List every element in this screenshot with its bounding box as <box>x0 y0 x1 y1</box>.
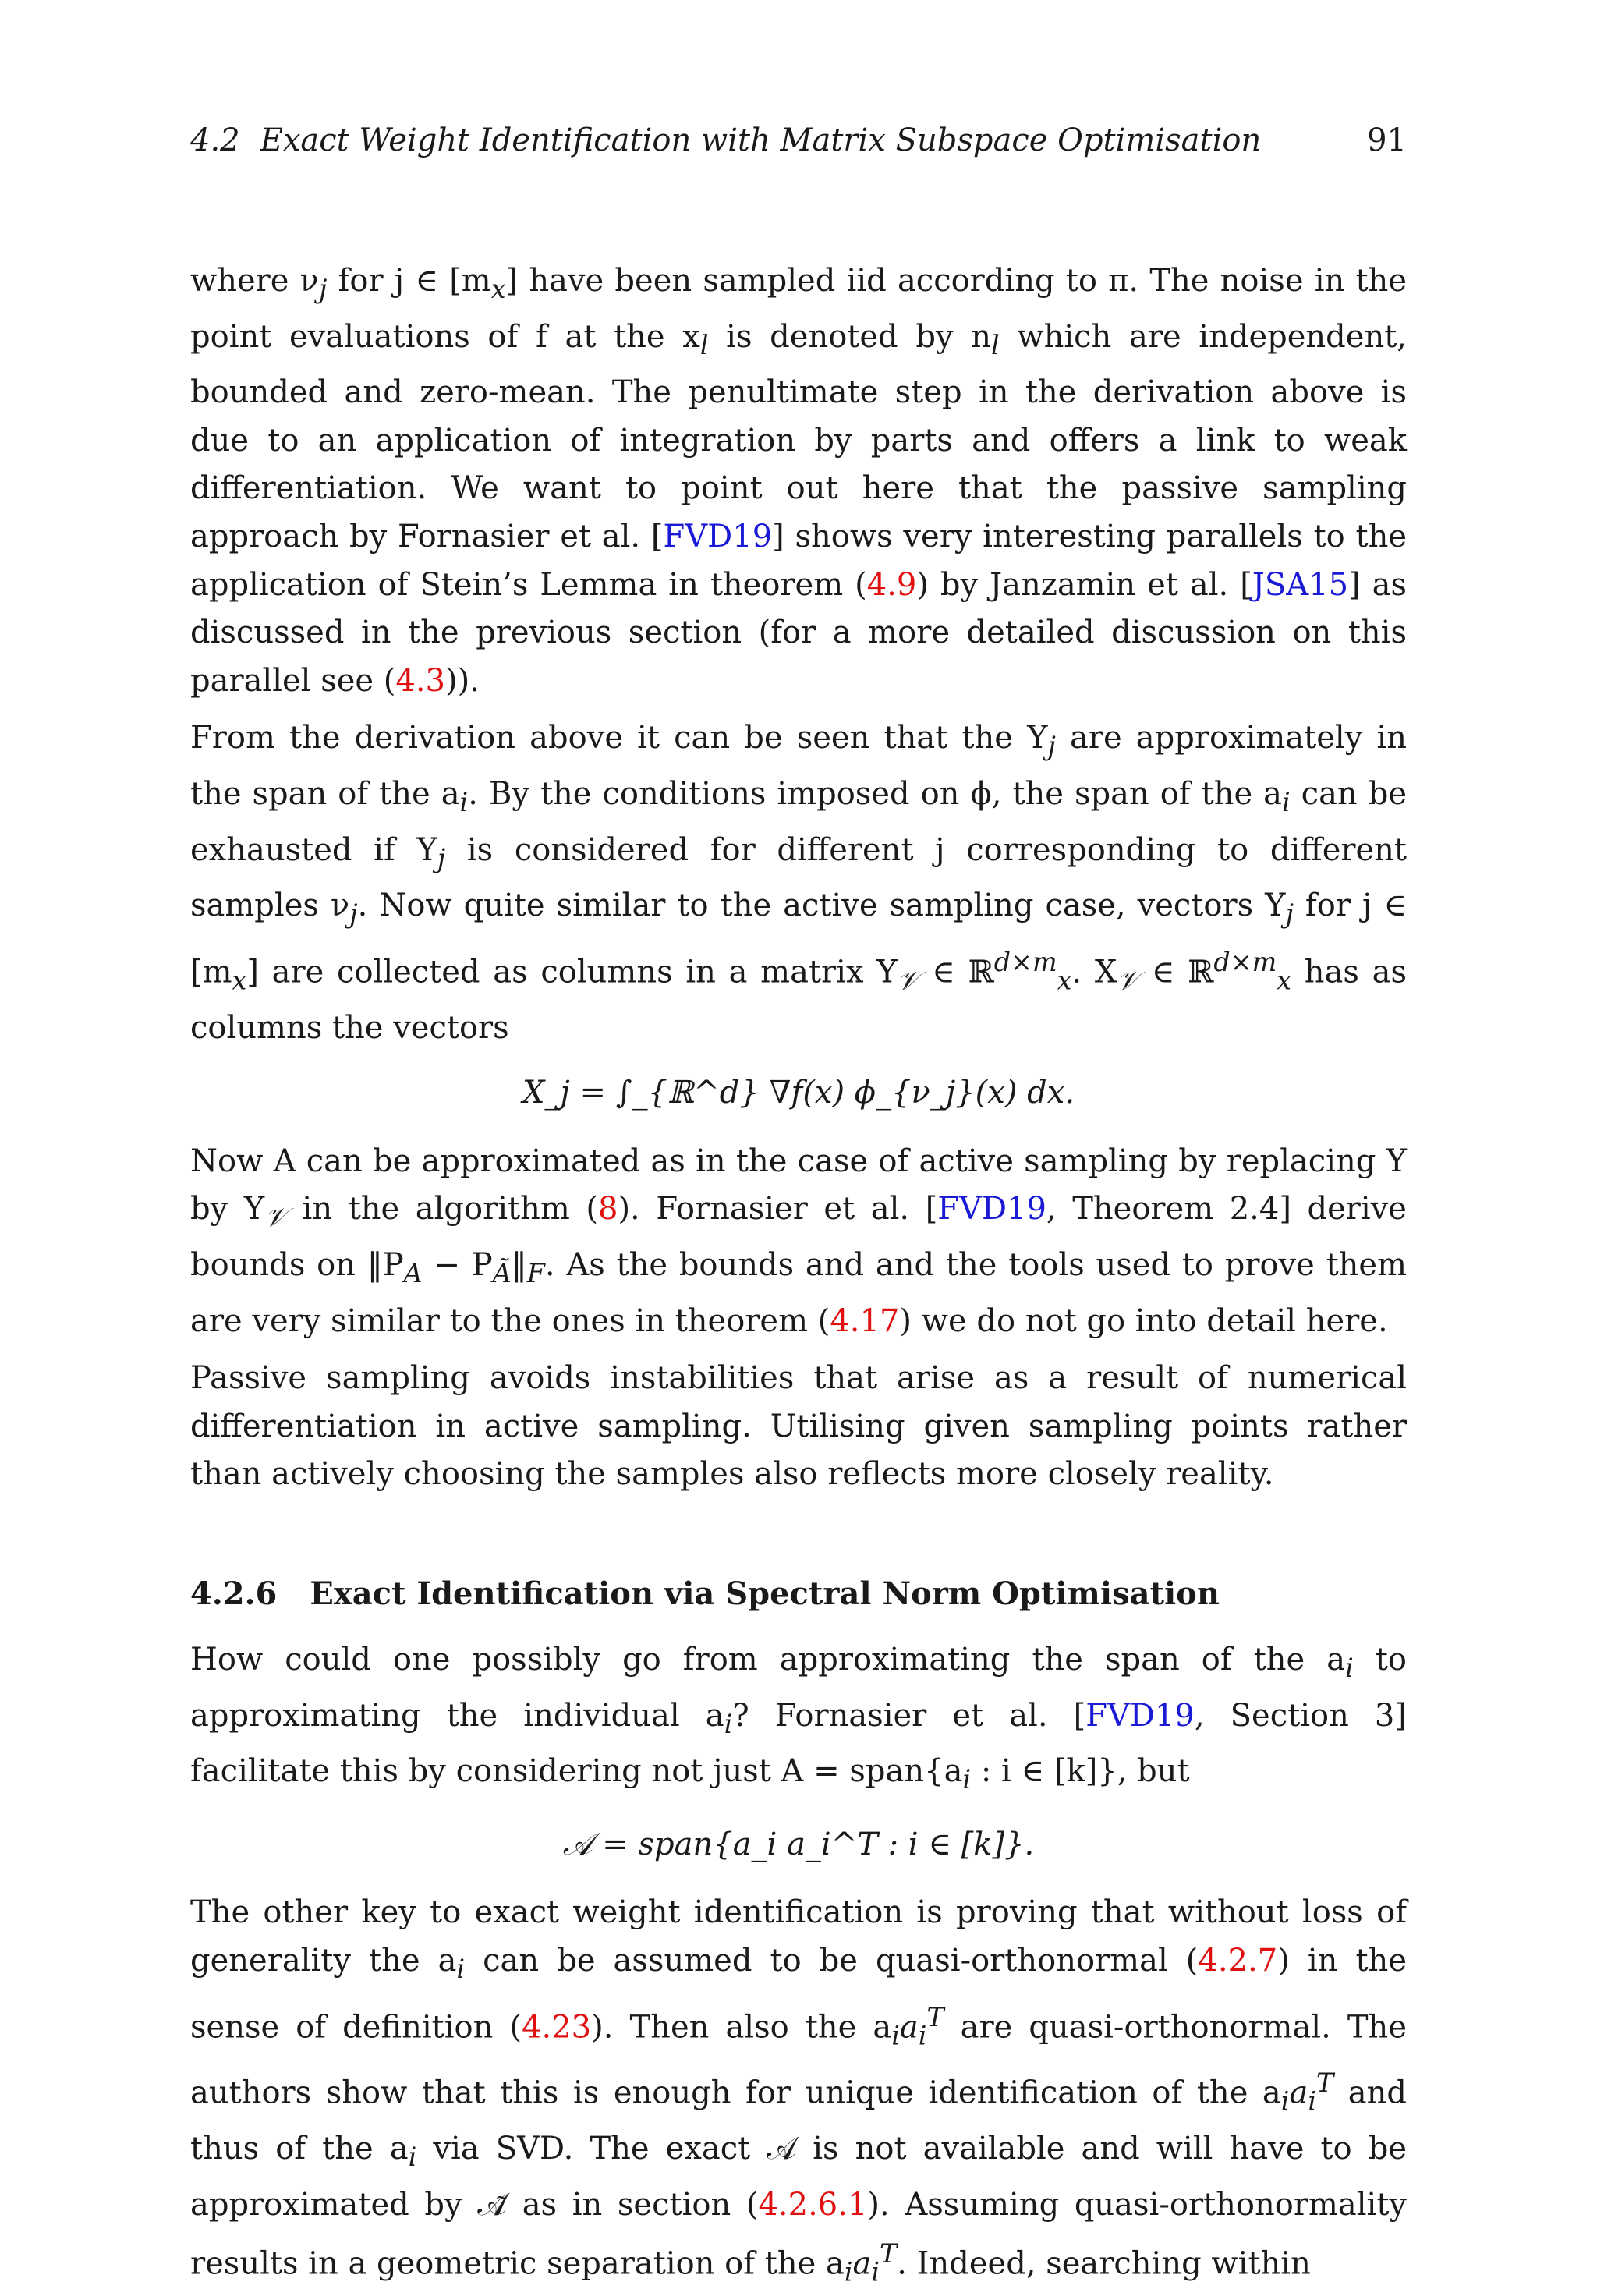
text: . As the bounds and and the tools used to prove them are very similar to the ones in theorem ( <box>190 1247 1408 1339</box>
math-subscript: x <box>490 274 506 304</box>
text: )). <box>445 662 480 699</box>
text: and thus of the a <box>190 2075 1407 2167</box>
paragraph: Passive sampling avoids instabilities that arise as a result of numerical differentiation in active sampling. Utilising given sampling points rather than actively choosing the samples also reflects more closely reality. <box>190 1360 1407 1493</box>
math-subscript: i <box>456 1953 466 1984</box>
math-subscript: x <box>1277 965 1292 996</box>
cross-reference-link[interactable]: 4.2.6.1 <box>758 2186 868 2223</box>
math-superscript: T <box>880 2238 898 2269</box>
math-subscript: j <box>1047 731 1056 762</box>
text: From the derivation above it can be seen that the Y <box>190 720 1048 756</box>
math-subscript: i <box>408 2142 417 2173</box>
text: are quasi-orthonormal. The authors show that this is enough for unique identification of the a <box>190 2008 1407 2111</box>
math-subscript: i <box>1280 2085 1290 2117</box>
math-symbol: a <box>1289 2075 1308 2111</box>
math-subscript: j <box>319 274 328 304</box>
math-subscript: i <box>918 2019 927 2050</box>
paragraph <box>190 1636 1407 1804</box>
math-subscript: x <box>232 965 247 996</box>
text: ? Fornasier et al. [ <box>732 1697 1086 1734</box>
subsection-number: 4.2.6 <box>190 1575 278 1612</box>
text: . Indeed, searching within <box>897 2245 1311 2281</box>
text: in the algorithm ( <box>285 1191 598 1228</box>
text: ∈ ℝ <box>919 954 994 990</box>
math-subscript: j <box>349 898 358 930</box>
math-superscript: d×m <box>1213 946 1277 977</box>
text: via SVD. The exact 𝒜 is not available and will have to be approximated by 𝒜̃ as in section ( <box>190 2131 1407 2223</box>
display-equation <box>190 1069 1407 1118</box>
text: ). Assuming quasi-orthonormality results in a geometric separation of the a <box>190 2186 1407 2281</box>
text: ] shows very interesting parallels to the application of Stein’s Lemma in theorem ( <box>190 518 1408 603</box>
paragraph <box>190 1889 1407 2295</box>
math-superscript: T <box>926 2001 944 2032</box>
math-subscript: i <box>1282 786 1291 817</box>
math-subscript: 𝒱 <box>1117 965 1139 996</box>
math-subscript: i <box>962 1764 972 1795</box>
page-number: 91 <box>1367 122 1407 158</box>
text: can be exhausted if Y <box>190 775 1407 868</box>
math-subscript: i <box>871 2255 880 2287</box>
math-subscript: F <box>526 1258 545 1289</box>
citation-link[interactable]: FVD19 <box>1085 1697 1195 1734</box>
cross-reference-link[interactable]: 4.3 <box>395 662 446 699</box>
header-section-title: Exact Weight Identification with Matrix Subspace Optimisation <box>260 122 1262 158</box>
math-subscript: i <box>1345 1652 1354 1683</box>
text: are approximately in the span of the a <box>190 720 1407 812</box>
text: : i ∈ [k]}, but <box>971 1753 1190 1790</box>
text: . Now quite similar to the active sampling case, vectors Y <box>357 888 1286 924</box>
text: ] as discussed in the previous section (for a more detailed discussion on this parallel see ( <box>190 566 1408 699</box>
paragraph <box>190 714 1407 1052</box>
citation-link[interactable]: FVD19 <box>937 1191 1046 1228</box>
math-subscript: Ã <box>492 1258 512 1289</box>
math-subscript: l <box>699 329 709 360</box>
text: which are independent, bounded and zero-mean. The penultimate step in the derivation above is due to an application of integration by parts and offers a link to weak differentiation. We want to point out here that the passive sampling approach by Fornasier et al. [ <box>190 318 1407 555</box>
math-superscript: d×m <box>993 946 1057 977</box>
body-text <box>190 257 1407 2296</box>
cross-reference-link[interactable]: 4.2.7 <box>1198 1942 1278 1979</box>
text: is denoted by n <box>708 318 991 355</box>
text: to approximating the individual a <box>190 1641 1407 1734</box>
citation-link[interactable]: JSA15 <box>1252 566 1349 603</box>
math-subscript: 𝒱 <box>264 1202 286 1233</box>
subsection-title: Exact Identification via Spectral Norm Optimisation <box>310 1575 1220 1612</box>
math-subscript: l <box>990 329 1000 360</box>
text: where ν <box>190 263 319 299</box>
text: can be assumed to be quasi-orthonormal ( <box>465 1942 1199 1979</box>
math-subscript: i <box>724 1708 733 1739</box>
header-section-number: 4.2 <box>190 122 240 158</box>
cross-reference-link[interactable]: 4.17 <box>830 1302 900 1339</box>
text: ] have been sampled iid according to π. The noise in the point evaluations of f at the x <box>190 263 1407 355</box>
text: ∈ ℝ <box>1138 954 1214 990</box>
text: for j ∈ [m <box>327 263 491 299</box>
math-symbol: a <box>899 2008 919 2045</box>
text: , Theorem 2.4] derive bounds on ‖P <box>190 1191 1407 1284</box>
paragraph <box>190 1138 1407 1345</box>
equation-text: X_j = ∫_{ℝ^d} ∇f(x) ϕ_{ν_j}(x) dx. <box>522 1075 1075 1111</box>
math-subscript: j <box>437 842 446 873</box>
display-equation <box>190 1821 1407 1869</box>
text: The other key to exact weight identification is proving that without loss of generality the a <box>190 1894 1407 1979</box>
math-subscript: A <box>403 1258 423 1289</box>
text: . By the conditions imposed on ϕ, the span of the a <box>468 775 1282 812</box>
math-subscript: i <box>459 786 469 817</box>
math-subscript: i <box>844 2255 853 2287</box>
math-subscript: 𝒱 <box>897 965 919 996</box>
cross-reference-link[interactable]: 8 <box>597 1191 618 1228</box>
cross-reference-link[interactable]: 4.23 <box>522 2008 592 2045</box>
running-header <box>190 117 1407 164</box>
math-subscript: i <box>891 2019 900 2050</box>
text: ) in the sense of definition ( <box>190 1942 1407 2045</box>
math-symbol: a <box>852 2245 872 2281</box>
text: − P <box>422 1247 493 1284</box>
equation-text: 𝒜 = span{a_i a_i^T : i ∈ [k]}. <box>562 1826 1035 1862</box>
text: ) we do not go into detail here. <box>899 1302 1388 1339</box>
text: Now A can be approximated as in the case of active sampling by replacing Y by Y <box>190 1143 1407 1228</box>
cross-reference-link[interactable]: 4.9 <box>866 566 917 603</box>
math-subscript: i <box>1308 2085 1316 2117</box>
text: is considered for different j corresponding to different samples ν <box>190 831 1407 924</box>
text: ). Fornasier et al. [ <box>618 1191 938 1228</box>
math-subscript: j <box>1285 898 1294 930</box>
text: How could one possibly go from approximating the span of the a <box>190 1641 1346 1678</box>
text: , Section 3] facilitate this by considering not just A = span{a <box>190 1697 1407 1790</box>
math-superscript: T <box>1315 2067 1334 2099</box>
text: ) by Janzamin et al. [ <box>916 566 1252 603</box>
citation-link[interactable]: FVD19 <box>663 518 773 555</box>
text: ). Then also the a <box>591 2008 892 2045</box>
text: . X <box>1071 954 1117 990</box>
header-section <box>190 122 1261 158</box>
text: for j ∈ [m <box>190 888 1408 990</box>
subsection-heading <box>190 1571 1407 1617</box>
text: ] are collected as columns in a matrix Y <box>246 954 898 990</box>
text: has as columns the vectors <box>190 954 1408 1046</box>
paragraph <box>190 257 1407 705</box>
text: ‖ <box>511 1247 527 1284</box>
math-subscript: x <box>1057 965 1072 996</box>
